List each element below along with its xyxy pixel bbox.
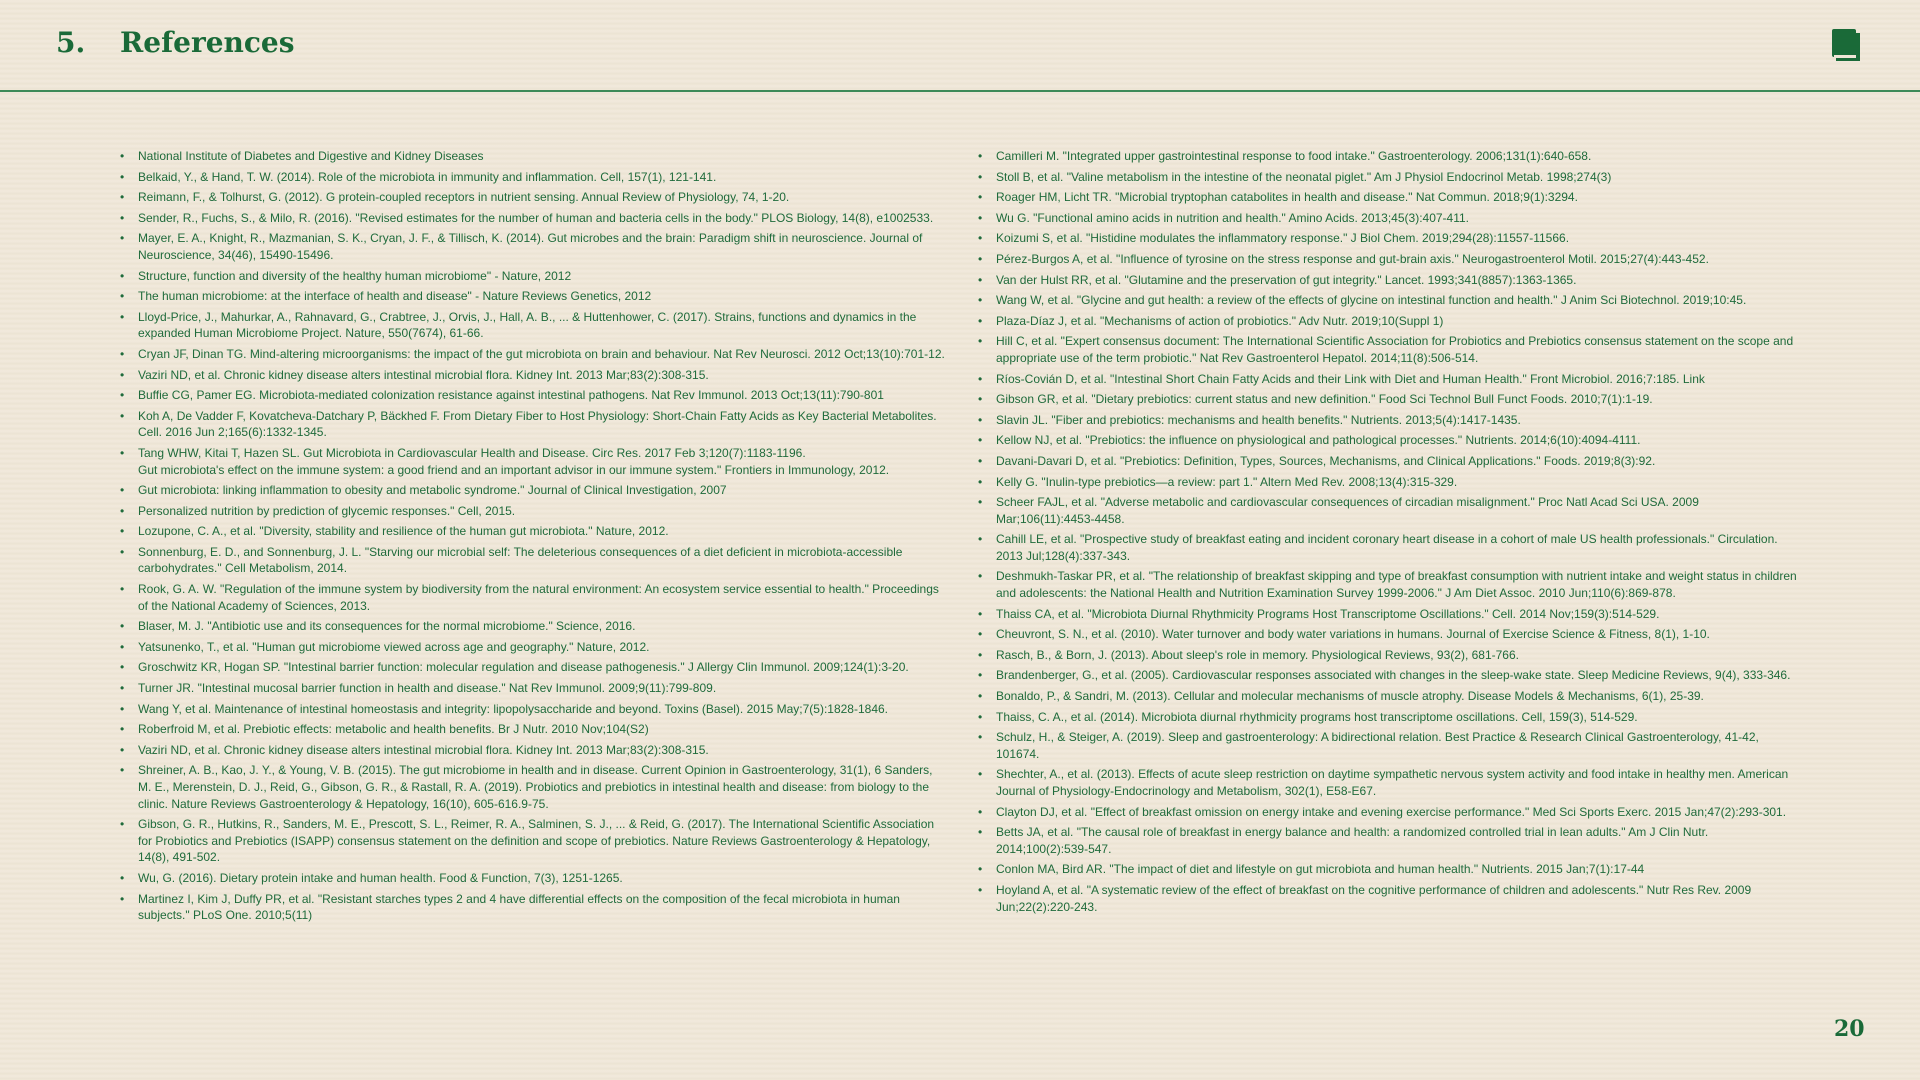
- reference-item: • Belkaid, Y., & Hand, T. W. (2014). Role of the microbiota in immunity and inflammation. Cell, 157(1), 121-141.: [120, 169, 946, 186]
- book-icon: [1830, 28, 1862, 62]
- reference-item: • Cryan JF, Dinan TG. Mind-altering microorganisms: the impact of the gut microbiota on brain and behaviour. Nat Rev Neurosci. 2012 Oct;13(10):701-12.: [120, 346, 946, 363]
- reference-item: • Camilleri M. "Integrated upper gastrointestinal response to food intake." Gastroenterology. 2006;131(1):640-658.: [978, 148, 1800, 165]
- reference-item: • Thaiss CA, et al. "Microbiota Diurnal Rhythmicity Programs Host Transcriptome Oscillations." Cell. 2014 Nov;159(3):514-529.: [978, 606, 1800, 623]
- reference-item: • Vaziri ND, et al. Chronic kidney disease alters intestinal microbial flora. Kidney Int. 2013 Mar;83(2):308-315.: [120, 742, 946, 759]
- reference-item: • Clayton DJ, et al. "Effect of breakfast omission on energy intake and evening exercise performance." Med Sci Sports Exerc. 2015 Jan;47(2):293-301.: [978, 804, 1800, 821]
- reference-item: • Sender, R., Fuchs, S., & Milo, R. (2016). "Revised estimates for the number of human and bacteria cells in the body." PLOS Biology, 14(8), e1002533.: [120, 210, 946, 227]
- reference-item: • Hill C, et al. "Expert consensus document: The International Scientific Association for Probiotics and Prebiotics consensus statement on the scope and appropriate use of the term probiotic." Nat Rev Gastroenterol Hepatol. 2014;11(8):506-514.: [978, 333, 1800, 366]
- reference-item: • Wang W, et al. "Glycine and gut health: a review of the effects of glycine on intestinal function and health." J Anim Sci Biotechnol. 2019;10:45.: [978, 292, 1800, 309]
- reference-item: • Davani-Davari D, et al. "Prebiotics: Definition, Types, Sources, Mechanisms, and Clinical Applications." Foods. 2019;8(3):92.: [978, 453, 1800, 470]
- section-number: 5.: [56, 26, 86, 59]
- reference-item: • Martinez I, Kim J, Duffy PR, et al. "Resistant starches types 2 and 4 have differential effects on the composition of the fecal microbiota in human subjects." PLoS One. 2010;5(11): [120, 891, 946, 924]
- reference-item: • Deshmukh-Taskar PR, et al. "The relationship of breakfast skipping and type of breakfast consumption with nutrient intake and weight status in children and adolescents: the National Health and Nutrition Examination Survey 1999-2006." J Am Diet Assoc. 2010 Jun;110(6):869-878.: [978, 568, 1800, 601]
- reference-item: • Rook, G. A. W. "Regulation of the immune system by biodiversity from the natural environment: An ecosystem service essential to health." Proceedings of the National Academy of Sciences, 2013.: [120, 581, 946, 614]
- reference-item: • Pérez-Burgos A, et al. "Influence of tyrosine on the stress response and gut-brain axis." Neurogastroenterol Motil. 2015;27(4):443-452.: [978, 251, 1800, 268]
- reference-item: • Gut microbiota: linking inflammation to obesity and metabolic syndrome." Journal of Clinical Investigation, 2007: [120, 482, 946, 499]
- reference-item: • Ríos-Covián D, et al. "Intestinal Short Chain Fatty Acids and their Link with Diet and Human Health." Front Microbiol. 2016;7:185. Link: [978, 371, 1800, 388]
- reference-item: • Stoll B, et al. "Valine metabolism in the intestine of the neonatal piglet." Am J Physiol Endocrinol Metab. 1998;274(3): [978, 169, 1800, 186]
- reference-item: • Bonaldo, P., & Sandri, M. (2013). Cellular and molecular mechanisms of muscle atrophy. Disease Models & Mechanisms, 6(1), 25-39.: [978, 688, 1800, 705]
- reference-item: • Conlon MA, Bird AR. "The impact of diet and lifestyle on gut microbiota and human health." Nutrients. 2015 Jan;7(1):17-44: [978, 861, 1800, 878]
- reference-item: • Cahill LE, et al. "Prospective study of breakfast eating and incident coronary heart disease in a cohort of male US health professionals." Circulation. 2013 Jul;128(4):337-343.: [978, 531, 1800, 564]
- reference-item: • Sonnenburg, E. D., and Sonnenburg, J. L. "Starving our microbial self: The deleterious consequences of a diet deficient in microbiota-accessible carbohydrates." Cell Metabolism, 2014.: [120, 544, 946, 577]
- reference-item: • The human microbiome: at the interface of health and disease" - Nature Reviews Genetics, 2012: [120, 288, 946, 305]
- section-title: References: [120, 26, 295, 59]
- reference-item: • Yatsunenko, T., et al. "Human gut microbiome viewed across age and geography." Nature, 2012.: [120, 639, 946, 656]
- reference-item: • Wu G. "Functional amino acids in nutrition and health." Amino Acids. 2013;45(3):407-411.: [978, 210, 1800, 227]
- reference-item: • Personalized nutrition by prediction of glycemic responses." Cell, 2015.: [120, 503, 946, 520]
- reference-item: • Hoyland A, et al. "A systematic review of the effect of breakfast on the cognitive performance of children and adolescents." Nutr Res Rev. 2009 Jun;22(2):220-243.: [978, 882, 1800, 915]
- reference-item: • Koizumi S, et al. "Histidine modulates the inflammatory response." J Biol Chem. 2019;294(28):11557-11566.: [978, 230, 1800, 247]
- reference-item: • Roberfroid M, et al. Prebiotic effects: metabolic and health benefits. Br J Nutr. 2010 Nov;104(S2): [120, 721, 946, 738]
- reference-item: • Mayer, E. A., Knight, R., Mazmanian, S. K., Cryan, J. F., & Tillisch, K. (2014). Gut microbes and the brain: Paradigm shift in neuroscience. Journal of Neuroscience, 34(46), 15490-15496.: [120, 230, 946, 263]
- reference-item: • Groschwitz KR, Hogan SP. "Intestinal barrier function: molecular regulation and disease pathogenesis." J Allergy Clin Immunol. 2009;124(1):3-20.: [120, 659, 946, 676]
- reference-item: • Reimann, F., & Tolhurst, G. (2012). G protein-coupled receptors in nutrient sensing. Annual Review of Physiology, 74, 1-20.: [120, 189, 946, 206]
- reference-item: • Buffie CG, Pamer EG. Microbiota-mediated colonization resistance against intestinal pathogens. Nat Rev Immunol. 2013 Oct;13(11):790-801: [120, 387, 946, 404]
- reference-item: • Structure, function and diversity of the healthy human microbiome" - Nature, 2012: [120, 268, 946, 285]
- references-left-column: [120, 148, 946, 928]
- reference-item: • Wu, G. (2016). Dietary protein intake and human health. Food & Function, 7(3), 1251-1265.: [120, 870, 946, 887]
- reference-item: • Brandenberger, G., et al. (2005). Cardiovascular responses associated with changes in the sleep-wake state. Sleep Medicine Reviews, 9(4), 333-346.: [978, 667, 1800, 684]
- reference-item: • Blaser, M. J. "Antibiotic use and its consequences for the normal microbiome." Science, 2016.: [120, 618, 946, 635]
- reference-item: • Lloyd-Price, J., Mahurkar, A., Rahnavard, G., Crabtree, J., Orvis, J., Hall, A. B., ... & Huttenhower, C. (2017). Strains, functions and dynamics in the expanded Human Microbiome Project. Nature, 550(7674), 61-66.: [120, 309, 946, 342]
- reference-item: • Koh A, De Vadder F, Kovatcheva-Datchary P, Bäckhed F. From Dietary Fiber to Host Physiology: Short-Chain Fatty Acids as Key Bacterial Metabolites. Cell. 2016 Jun 2;165(6):1332-1345.: [120, 408, 946, 441]
- page-number: 20: [1834, 1016, 1865, 1042]
- reference-item: • Wang Y, et al. Maintenance of intestinal homeostasis and integrity: lipopolysaccharide and beyond. Toxins (Basel). 2015 May;7(5):1828-1846.: [120, 701, 946, 718]
- reference-item: • Rasch, B., & Born, J. (2013). About sleep's role in memory. Physiological Reviews, 93(2), 681-766.: [978, 647, 1800, 664]
- reference-item: • Turner JR. "Intestinal mucosal barrier function in health and disease." Nat Rev Immunol. 2009;9(11):799-809.: [120, 680, 946, 697]
- reference-item: • Lozupone, C. A., et al. "Diversity, stability and resilience of the human gut microbiota." Nature, 2012.: [120, 523, 946, 540]
- reference-item: • Betts JA, et al. "The causal role of breakfast in energy balance and health: a randomized controlled trial in lean adults." Am J Clin Nutr. 2014;100(2):539-547.: [978, 824, 1800, 857]
- reference-item: • Kellow NJ, et al. "Prebiotics: the influence on physiological and pathological processes." Nutrients. 2014;6(10):4094-4111.: [978, 432, 1800, 449]
- reference-item: • Kelly G. "Inulin-type prebiotics—a review: part 1." Altern Med Rev. 2008;13(4):315-329.: [978, 474, 1800, 491]
- reference-item: • National Institute of Diabetes and Digestive and Kidney Diseases: [120, 148, 946, 165]
- page-header: [0, 0, 1920, 92]
- reference-item: • Gibson GR, et al. "Dietary prebiotics: current status and new definition." Food Sci Technol Bull Funct Foods. 2010;7(1):1-19.: [978, 391, 1800, 408]
- reference-item: • Thaiss, C. A., et al. (2014). Microbiota diurnal rhythmicity programs host transcriptome oscillations. Cell, 159(3), 514-529.: [978, 709, 1800, 726]
- reference-item: • Vaziri ND, et al. Chronic kidney disease alters intestinal microbial flora. Kidney Int. 2013 Mar;83(2):308-315.: [120, 367, 946, 384]
- reference-item: • Shreiner, A. B., Kao, J. Y., & Young, V. B. (2015). The gut microbiome in health and in disease. Current Opinion in Gastroenterology, 31(1), 6 Sanders, M. E., Merenstein, D. J., Reid, G., Gibson, G. R., & Rastall, R. A. (2019). Probiotics and prebiotics in intestinal health and disease: from biology to the clinic. Nature Reviews Gastroenterology & Hepatology, 16(10), 605-616.9-75.: [120, 762, 946, 812]
- reference-item: • Tang WHW, Kitai T, Hazen SL. Gut Microbiota in Cardiovascular Health and Disease. Circ Res. 2017 Feb 3;120(7):1183-1196. Gut microbiota's effect on the immune system: a good friend and an important advisor in our immune system." Frontiers in Immunology, 2012.: [120, 445, 946, 478]
- reference-item: • Slavin JL. "Fiber and prebiotics: mechanisms and health benefits." Nutrients. 2013;5(4):1417-1435.: [978, 412, 1800, 429]
- reference-item: • Gibson, G. R., Hutkins, R., Sanders, M. E., Prescott, S. L., Reimer, R. A., Salminen, S. J., ... & Reid, G. (2017). The International Scientific Association for Probiotics and Prebiotics (ISAPP) consensus statement on the definition and scope of prebiotics. Nature Reviews Gastroenterology & Hepatology, 14(8), 491-502.: [120, 816, 946, 866]
- references-right-column: [978, 148, 1800, 919]
- reference-item: • Roager HM, Licht TR. "Microbial tryptophan catabolites in health and disease." Nat Commun. 2018;9(1):3294.: [978, 189, 1800, 206]
- reference-item: • Cheuvront, S. N., et al. (2010). Water turnover and body water variations in humans. Journal of Exercise Science & Fitness, 8(1), 1-10.: [978, 626, 1800, 643]
- reference-item: • Van der Hulst RR, et al. "Glutamine and the preservation of gut integrity." Lancet. 1993;341(8857):1363-1365.: [978, 272, 1800, 289]
- reference-item: • Shechter, A., et al. (2013). Effects of acute sleep restriction on daytime sympathetic nervous system activity and food intake in healthy men. American Journal of Physiology-Endocrinology and Metabolism, 302(1), E58-E67.: [978, 766, 1800, 799]
- reference-item: • Scheer FAJL, et al. "Adverse metabolic and cardiovascular consequences of circadian misalignment." Proc Natl Acad Sci USA. 2009 Mar;106(11):4453-4458.: [978, 494, 1800, 527]
- reference-item: • Schulz, H., & Steiger, A. (2019). Sleep and gastroenterology: A bidirectional relation. Best Practice & Research Clinical Gastroenterology, 41-42, 101674.: [978, 729, 1800, 762]
- reference-item: • Plaza-Díaz J, et al. "Mechanisms of action of probiotics." Adv Nutr. 2019;10(Suppl 1): [978, 313, 1800, 330]
